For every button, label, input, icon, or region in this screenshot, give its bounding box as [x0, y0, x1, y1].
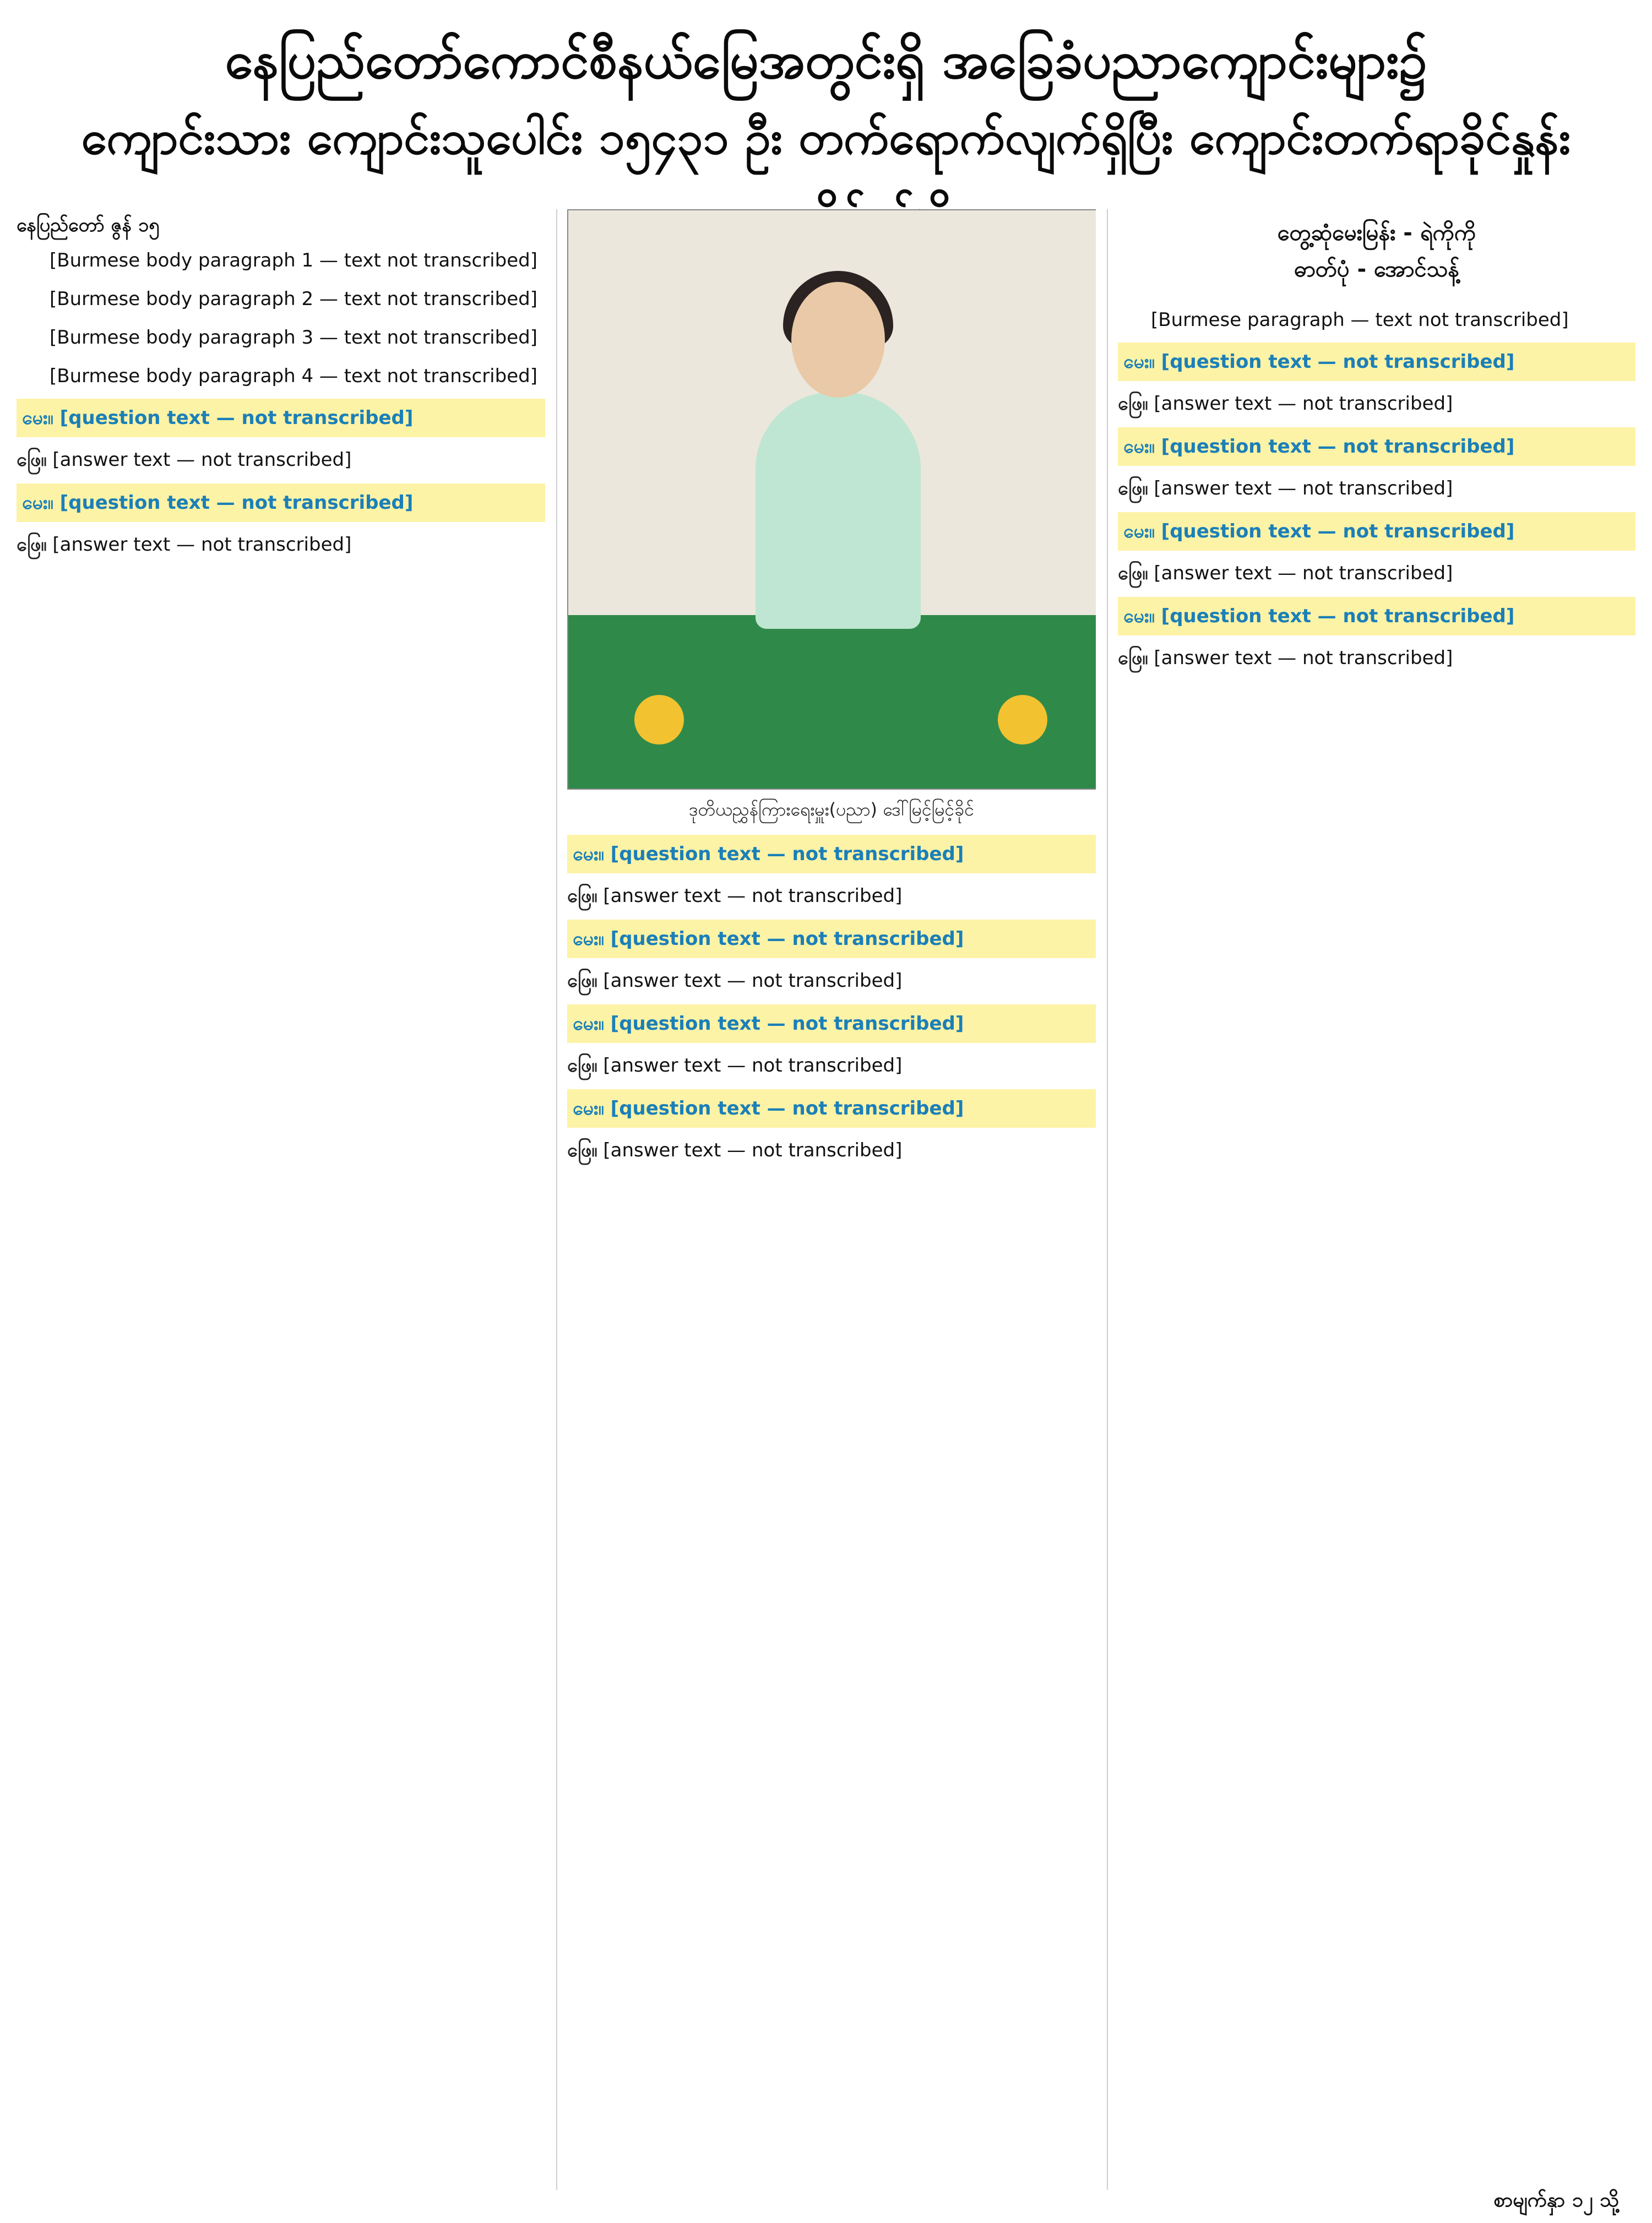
interview-answer — [567, 1134, 1096, 1166]
question-label: မေး။ — [573, 1013, 604, 1035]
interview-answer — [1118, 557, 1635, 589]
answer-label: ဖြေ။ — [1118, 393, 1148, 415]
question-text: [question text — not transcribed] — [1161, 520, 1515, 542]
interview-question — [567, 1004, 1096, 1043]
photo-caption: ဒုတိယညွှန်ကြားရေးမှူး(ပညာ) ဒေါ်မြင့်မြင့်ခိုင် — [689, 799, 974, 820]
interview-question — [567, 920, 1096, 958]
question-label: မေး။ — [573, 843, 604, 865]
answer-text: [answer text — not transcribed] — [603, 1139, 903, 1161]
column-divider — [556, 209, 557, 2190]
answer-text: [answer text — not transcribed] — [603, 885, 903, 907]
question-text: [question text — not transcribed] — [610, 928, 964, 950]
interview-answer — [567, 880, 1096, 912]
question-label: မေး။ — [1123, 436, 1155, 458]
answer-label: ဖြေ။ — [567, 885, 597, 907]
body-paragraph: [Burmese body paragraph 1 — text not transcribed] — [50, 249, 537, 271]
left-column — [17, 209, 545, 2190]
sunflower-decoration — [634, 695, 684, 744]
interview-answer — [1118, 388, 1635, 420]
column-divider — [1107, 209, 1108, 2190]
answer-label: ဖြေ။ — [1118, 647, 1148, 669]
answer-text: [answer text — not transcribed] — [1154, 393, 1453, 415]
answer-label: ဖြေ။ — [1118, 562, 1148, 584]
dateline: နေပြည်တော် ဇွန် ၁၅ — [17, 214, 160, 236]
interview-question — [17, 483, 545, 522]
byline — [1118, 215, 1635, 287]
interview-question — [1118, 512, 1635, 551]
question-text: [question text — not transcribed] — [610, 1097, 964, 1119]
question-text: [question text — not transcribed] — [59, 492, 414, 514]
interview-question — [567, 1089, 1096, 1128]
interview-answer — [17, 444, 545, 476]
interviewee-photo — [567, 209, 1096, 790]
interview-question — [1118, 427, 1635, 466]
answer-text: [answer text — not transcribed] — [52, 449, 352, 471]
right-column — [1118, 209, 1635, 2190]
reporter-credit: တွေ့ဆုံမေးမြန်း - ရဲကိုကို — [1277, 220, 1476, 246]
interview-answer — [17, 529, 545, 561]
interview-question — [1118, 597, 1635, 635]
answer-text: [answer text — not transcribed] — [1154, 647, 1453, 669]
interview-answer — [567, 1050, 1096, 1081]
question-text: [question text — not transcribed] — [610, 1013, 964, 1035]
answer-text: [answer text — not transcribed] — [603, 970, 903, 992]
answer-label: ဖြေ။ — [17, 449, 47, 471]
answer-text: [answer text — not transcribed] — [1154, 477, 1453, 499]
answer-label: ဖြေ။ — [17, 534, 47, 556]
body-paragraph: [Burmese paragraph — text not transcribed] — [1151, 309, 1569, 331]
answer-label: ဖြေ။ — [567, 1139, 597, 1161]
sunflower-decoration — [998, 695, 1047, 744]
answer-label: ဖြေ။ — [567, 1055, 597, 1077]
question-label: မေး။ — [1123, 605, 1155, 627]
answer-text: [answer text — not transcribed] — [52, 534, 352, 556]
middle-column — [567, 209, 1096, 2190]
answer-text: [answer text — not transcribed] — [1154, 562, 1453, 584]
interview-question — [567, 835, 1096, 873]
person-figure — [756, 392, 921, 629]
answer-text: [answer text — not transcribed] — [603, 1055, 903, 1077]
photographer-credit: ဓာတ်ပုံ - အောင်သန့် — [1294, 257, 1460, 282]
body-paragraph: [Burmese body paragraph 4 — text not transcribed] — [50, 365, 537, 387]
question-label: မေး။ — [1123, 520, 1155, 542]
question-label: မေး။ — [573, 1097, 604, 1119]
answer-label: ဖြေ။ — [567, 970, 597, 992]
person-face — [791, 282, 885, 398]
question-label: မေး။ — [1123, 351, 1155, 373]
question-label: မေး။ — [573, 928, 604, 950]
answer-label: ဖြေ။ — [1118, 477, 1148, 499]
interview-question — [1118, 343, 1635, 381]
continued-on-page: စာမျက်နှာ ၁၂ သို့ — [1493, 2189, 1619, 2211]
headline-line-1: နေပြည်တော်ကောင်စီနယ်မြေအတွင်းရှိ အခြေခံပညာကျောင်းများ၌ — [225, 31, 1427, 90]
body-paragraph: [Burmese body paragraph 3 — text not transcribed] — [50, 327, 537, 349]
interview-answer — [1118, 472, 1635, 504]
question-text: [question text — not transcribed] — [610, 843, 964, 865]
interview-question — [17, 399, 545, 437]
headline-line-2: ကျောင်းသား ကျောင်းသူပေါင်း ၁၅၄၃၁ ဦး တက်ရောက်လျက်ရှိပြီး ကျောင်းတက်ရာခိုင်နှုန်း — [81, 111, 1571, 165]
interview-answer — [1118, 642, 1635, 674]
question-label: မေး။ — [22, 492, 53, 514]
interview-answer — [567, 965, 1096, 997]
question-label: မေး။ — [22, 407, 53, 429]
question-text: [question text — not transcribed] — [1161, 605, 1515, 627]
question-text: [question text — not transcribed] — [59, 407, 414, 429]
question-text: [question text — not transcribed] — [1161, 436, 1515, 458]
question-text: [question text — not transcribed] — [1161, 351, 1515, 373]
body-paragraph: [Burmese body paragraph 2 — text not transcribed] — [50, 288, 537, 310]
